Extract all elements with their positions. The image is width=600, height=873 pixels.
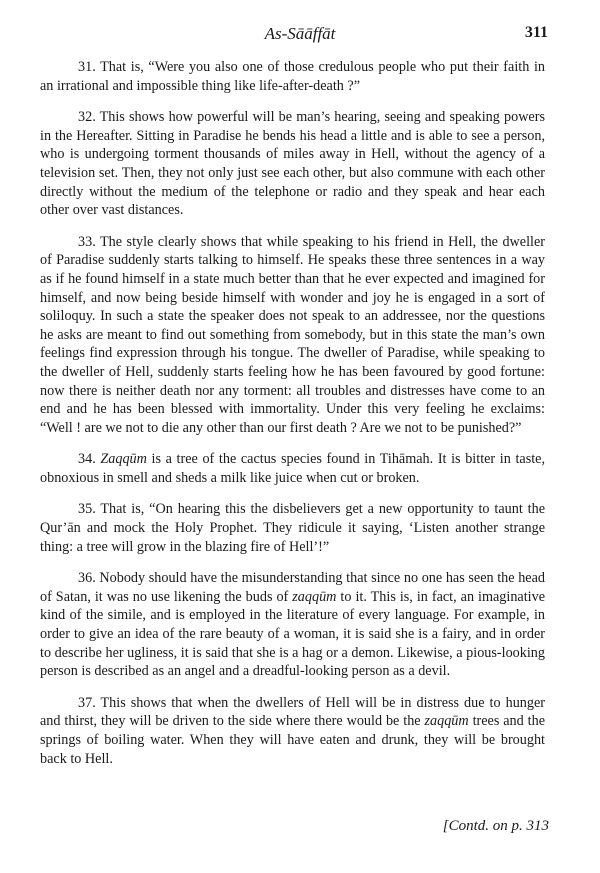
note-36	[40, 569, 545, 681]
continuation-note: [Contd. on p. 313	[442, 818, 549, 834]
note-31	[40, 58, 545, 95]
note-number: 33.	[78, 233, 96, 250]
notes-body	[40, 58, 545, 781]
running-title: As-Sāāffāt	[264, 24, 336, 43]
note-text: Nobody should have the misunderstanding that since no one has seen the head of Satan, it was no use likening the buds of	[40, 570, 545, 605]
note-text-cont: to it. This is, in fact, an imaginative kind of the simile, and is employed in the literature of every language. For example, in order to give an idea of the rare beauty of a woman, it is said she is a fairy, and in order to describe her ugliness, it is said that she is a hag or a demon. Likewise, a pious-looking person is described as an angel and a dreadful-looking person as a devil.	[40, 588, 545, 680]
note-number: 36.	[78, 570, 96, 587]
note-text: That is, “On hearing this the disbelievers get a new opportunity to taunt the Qur’ān and mock the Holy Prophet. They ridicule it saying, ‘Listen another strange thing: a tree will grow in the blazing fire of Hell’!”	[40, 501, 545, 555]
note-number: 35.	[78, 501, 96, 518]
note-32	[40, 108, 545, 220]
note-text: That is, “Were you also one of those credulous people who put their faith in an irrational and impossible thing like life-after-death ?”	[40, 59, 545, 94]
note-number: 34.	[78, 451, 96, 468]
note-37	[40, 694, 545, 768]
term-italic: zaqqūm	[424, 713, 469, 730]
note-text: This shows that when the dwellers of Hell will be in distress due to hunger and thirst, they will be driven to the side where there would be the	[40, 694, 545, 730]
page-number: 311	[524, 24, 548, 41]
page-header	[0, 24, 600, 48]
note-text-cont: trees and the springs of boiling water. When they will have eaten and drunk, they will be brought back to Hell.	[40, 713, 545, 767]
note-text: The style clearly shows that while speaking to his friend in Hell, the dweller of Paradise suddenly starts talking to himself. He speaks these three sentences in a way as if he found himself in a state much better than that he ever expected and imagined for himself, and now being beside himself with wonder and joy he is engaged in a sort of soliloquy. In such a state the speaker does not speak to an addressee, nor the questions he asks are meant to find out something from somebody, but in this state the man’s own feelings find expression through his tongue. The dweller of Paradise, while speaking to the dweller of Hell, suddenly starts feeling how he has been favoured by good fortune: now there is neither death nor any torment: all troubles and distresses have come to an end and he has been blessed with immortality. Under this very feeling he exclaims: “Well ! are we not to die any other than our first death ? Are we not to be punished?”	[40, 233, 545, 436]
note-number: 31.	[78, 59, 96, 75]
note-35	[40, 500, 545, 556]
note-text: is a tree of the cactus species found in Tihāmah. It is bitter in taste, obnoxious in smell and sheds a milk like juice when cut or broken.	[40, 451, 546, 486]
note-33	[40, 233, 545, 438]
note-number: 37.	[78, 694, 96, 711]
term-italic: zaqqūm	[292, 588, 337, 605]
note-34	[40, 450, 545, 487]
term-italic: Zaqqūm	[100, 451, 147, 468]
note-text: This shows how powerful will be man’s hearing, seeing and speaking powers in the Hereafter. Sitting in Paradise he bends his head a little and is able to see a person, who is undergoing torment thousands of miles away in Hell, without the agency of a television set. Then, they not only just see each other, but also commune with each other directly without the medium of the telephone or radio and they speak and hear each other over vast distances.	[40, 109, 545, 219]
note-number: 32.	[78, 109, 96, 126]
